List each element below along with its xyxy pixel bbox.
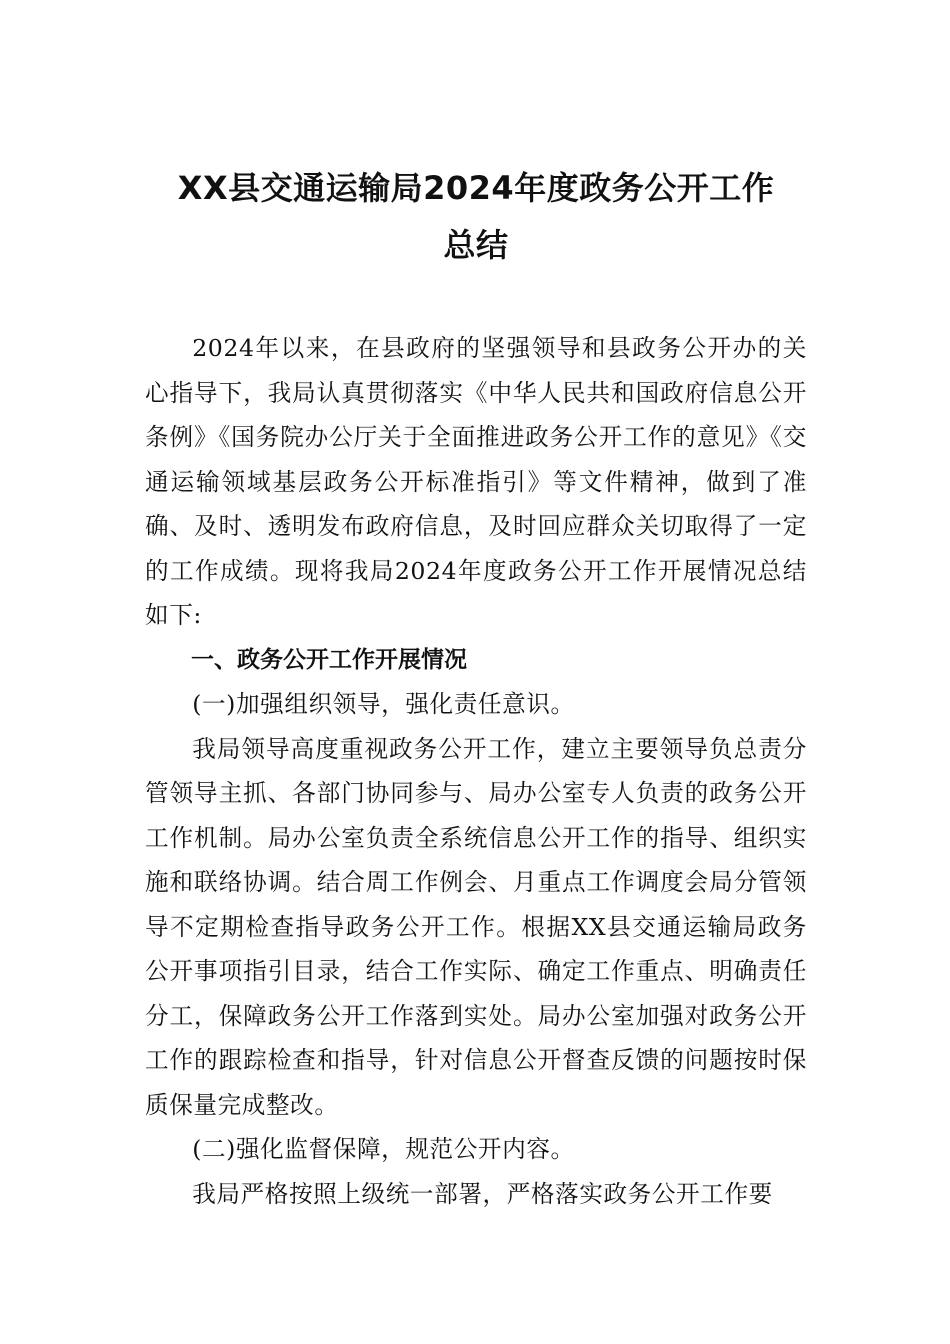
subsection-2-paragraph: 我局严格按照上级统一部署，严格落实政务公开工作要 xyxy=(192,1179,773,1208)
subsection-heading-2: (二)强化监督保障，规范公开内容。 xyxy=(192,1135,575,1163)
intro-paragraph: 2024年以来，在县政府的坚强领导和县政务公开办的关心指导下，我局认真贯彻落实《中华人民共和国政府信息公开条例》《国务院办公厅关于全面推进政务公开工作的意见》《交通运输领域基层政务公开标准指引》等文件精神，做到了准确、及时、透明发布政府信息，及时回应群众关切取得了一定的工作成绩。现将我局2024年度政务公开工作开展情况总结如下: xyxy=(145,334,807,629)
title-line-2: 总结 xyxy=(443,226,509,264)
document-body xyxy=(145,326,807,1216)
section-heading-1: 一、政务公开工作开展情况 xyxy=(191,646,467,673)
subsection-heading-1: (一)加强组织领导，强化责任意识。 xyxy=(192,690,575,718)
document-page xyxy=(145,160,807,1216)
title-line-1: XX县交通运输局2024年度政务公开工作 xyxy=(177,169,775,207)
document-title xyxy=(145,160,807,274)
subsection-1-paragraph: 我局领导高度重视政务公开工作，建立主要领导负总责分管领导主抓、各部门协同参与、局办公室专人负责的政务公开工作机制。局办公室负责全系统信息公开工作的指导、组织实施和联络协调。结合周工作例会、月重点工作调度会局分管领导不定期检查指导政务公开工作。根据XX县交通运输局政务公开事项指引目录，结合工作实际、确定工作重点、明确责任分工，保障政务公开工作落到实处。局办公室加强对政务公开工作的跟踪检查和指导，针对信息公开督查反馈的问题按时保质保量完成整改。 xyxy=(145,734,807,1119)
